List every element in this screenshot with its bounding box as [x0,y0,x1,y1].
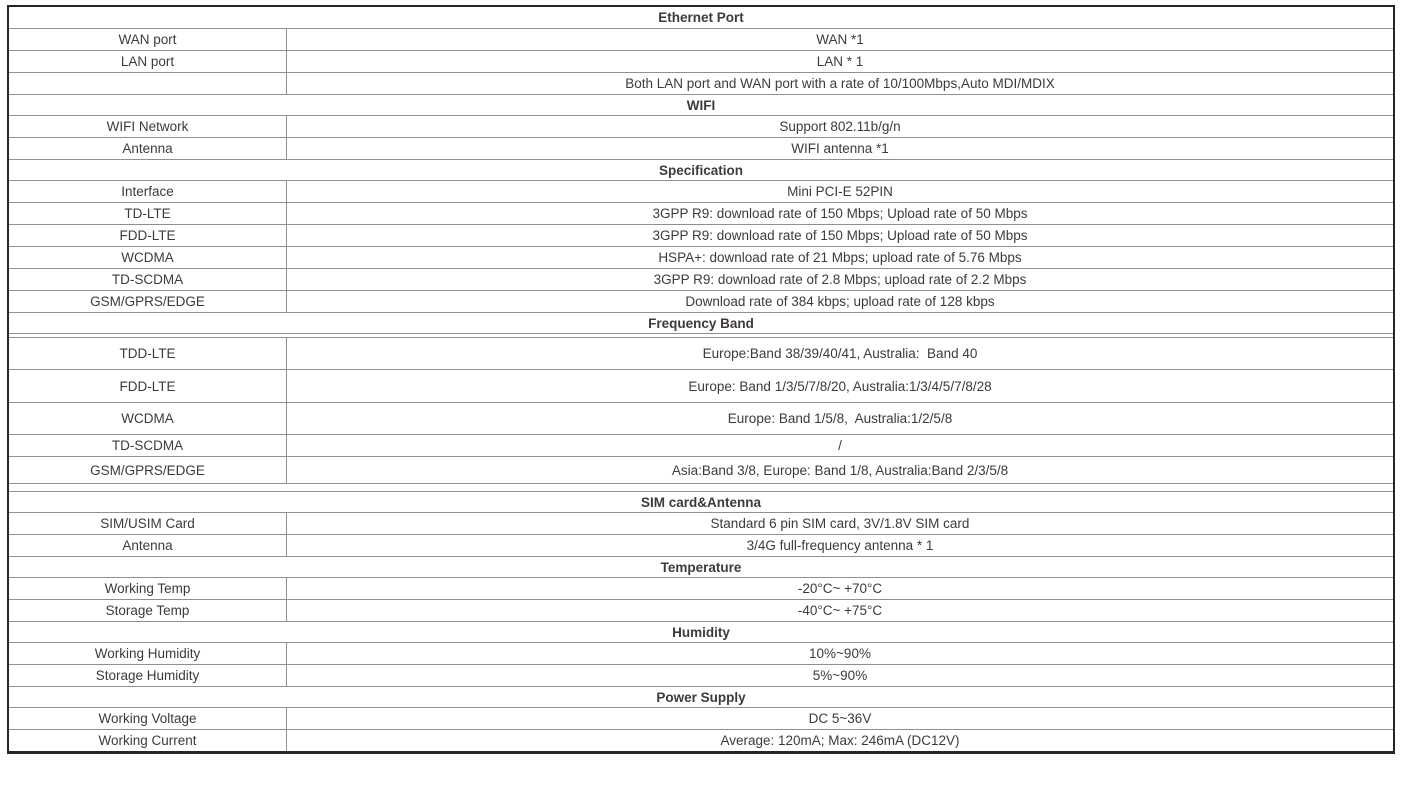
row-label: WAN port [9,29,287,50]
row-value: LAN * 1 [816,54,864,69]
row-value: WIFI antenna *1 [791,141,889,156]
row-label: Working Humidity [9,643,287,664]
row-label: Antenna [9,535,287,556]
row-value: Mini PCI-E 52PIN [787,184,893,199]
row-value: / [838,438,842,453]
table-row [9,268,1393,290]
table-row [9,180,1393,202]
row-value: Europe:Band 38/39/40/41, Australia: Band 40 [702,346,978,361]
row-value: Download rate of 384 kbps; upload rate of 128 kbps [685,294,995,309]
row-label: Working Current [9,730,287,751]
table-row [9,224,1393,246]
table-row [9,664,1393,686]
table-row [9,290,1393,312]
row-value: 3GPP R9: download rate of 2.8 Mbps; upload rate of 2.2 Mbps [653,272,1027,287]
section-header-specification: Specification [9,159,1393,180]
row-label: WCDMA [9,403,287,434]
row-label: Storage Humidity [9,665,287,686]
row-value: 3/4G full-frequency antenna * 1 [746,538,934,553]
row-value: 3GPP R9: download rate of 150 Mbps; Upload rate of 50 Mbps [652,228,1028,243]
row-value: DC 5~36V [808,711,872,726]
row-label: Working Voltage [9,708,287,729]
table-row [9,72,1393,94]
row-label: WIFI Network [9,116,287,137]
section-header-power-supply: Power Supply [9,686,1393,707]
row-label: GSM/GPRS/EDGE [9,291,287,312]
section-header-temperature: Temperature [9,556,1393,577]
row-value: -40°C~ +75°C [797,603,883,618]
row-value: Europe: Band 1/5/8, Australia:1/2/5/8 [727,411,953,426]
row-label: TD-SCDMA [9,269,287,290]
row-label: TD-LTE [9,203,287,224]
table-row [9,577,1393,599]
row-label: Antenna [9,138,287,159]
table-row [9,137,1393,159]
row-label: FDD-LTE [9,370,287,402]
table-row [9,202,1393,224]
table-row [9,599,1393,621]
row-value: 10%~90% [809,646,871,661]
row-label: Working Temp [9,578,287,599]
row-value: Both LAN port and WAN port with a rate of 10/100Mbps,Auto MDI/MDIX [625,76,1055,91]
row-label: Storage Temp [9,600,287,621]
row-label: TDD-LTE [9,338,287,369]
section-header-sim-card-antenna: SIM card&Antenna [9,491,1393,512]
table-row [9,402,1393,434]
row-label: Interface [9,181,287,202]
table-row [9,50,1393,72]
section-header-ethernet-port: Ethernet Port [658,10,744,25]
table-row [9,115,1393,137]
row-value: WAN *1 [816,32,864,47]
row-label: LAN port [9,51,287,72]
row-label: FDD-LTE [9,225,287,246]
row-label: GSM/GPRS/EDGE [9,457,287,483]
table-row [9,28,1393,50]
table-row [9,369,1393,402]
row-label: TD-SCDMA [9,435,287,456]
row-value: 3GPP R9: download rate of 150 Mbps; Upload rate of 50 Mbps [652,206,1028,221]
table-row [9,729,1393,751]
row-label: SIM/USIM Card [9,513,287,534]
spec-table [7,5,1395,754]
table-row [9,246,1393,268]
row-value: Support 802.11b/g/n [779,119,901,134]
row-value: HSPA+: download rate of 21 Mbps; upload rate of 5.76 Mbps [658,250,1022,265]
table-row [9,456,1393,483]
row-value: Average: 120mA; Max: 246mA (DC12V) [720,733,960,748]
row-value: Asia:Band 3/8, Europe: Band 1/8, Australia:Band 2/3/5/8 [671,462,1009,478]
row-value: Europe: Band 1/3/5/7/8/20, Australia:1/3/4/5/7/8/28 [688,378,992,394]
table-row [9,337,1393,369]
section-header-frequency-band: Frequency Band [9,312,1393,333]
row-label: WCDMA [9,247,287,268]
row-label [9,73,287,94]
section-header-humidity: Humidity [9,621,1393,642]
table-row [9,707,1393,729]
table-row [9,642,1393,664]
table-row [9,512,1393,534]
row-value: -20°C~ +70°C [797,581,883,596]
row-value: 5%~90% [812,668,868,683]
section-header-wifi: WIFI [9,94,1393,115]
table-row [9,434,1393,456]
table-row [9,534,1393,556]
spacer-row [9,483,1393,491]
row-value: Standard 6 pin SIM card, 3V/1.8V SIM card [710,516,970,531]
